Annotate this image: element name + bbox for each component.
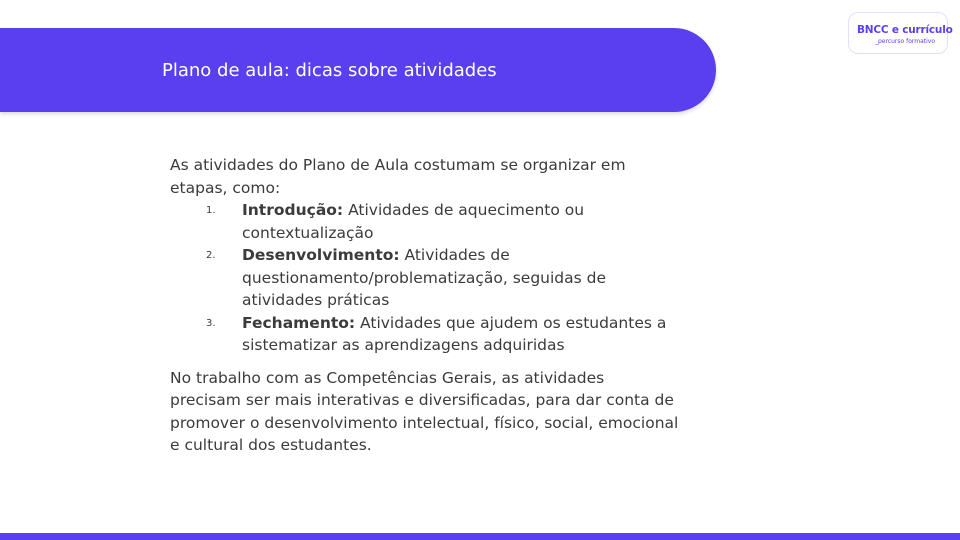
slide-body (170, 154, 680, 457)
step-title: Fechamento: (242, 313, 356, 332)
step-number: 1. (206, 205, 216, 216)
step-title: Desenvolvimento: (242, 246, 400, 264)
slide-title: Plano de aula: dicas sobre atividades (162, 60, 497, 81)
bottom-accent-bar (0, 533, 960, 540)
step-title: Introdução: (242, 201, 344, 219)
steps-list (170, 199, 680, 357)
step-text: Atividades que ajudem os estudantes a sistematizar as aprendizagens adquiridas (242, 313, 667, 354)
step-text: Atividades de aquecimento ou contextualização (242, 201, 585, 242)
step-item (170, 199, 680, 244)
step-item (170, 244, 680, 312)
step-text: Atividades de questionamento/problematização, seguidas de atividades práticas (242, 246, 607, 309)
logo-sub-text: _percurso formativo (875, 38, 936, 45)
step-item (170, 312, 680, 357)
logo-main-text: BNCC e currículo (857, 24, 953, 36)
intro-paragraph: As atividades do Plano de Aula costumam se organizar em etapas, como: (170, 156, 626, 197)
bncc-logo (848, 12, 953, 54)
step-number: 3. (206, 317, 216, 329)
step-number: 2. (206, 250, 216, 261)
closing-paragraph: No trabalho com as Competências Gerais, as atividades precisam ser mais interativas e diversificadas, para dar conta de promover o desenvolvimento intelectual, físico, social, emocional e cultural dos estudantes. (170, 368, 679, 454)
